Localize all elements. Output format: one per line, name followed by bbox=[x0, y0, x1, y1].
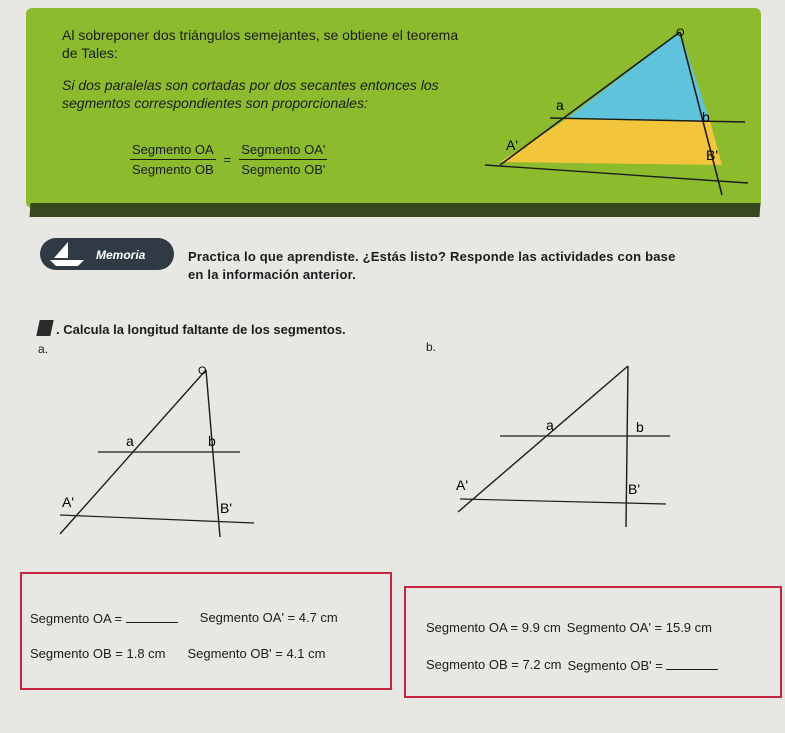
thales-diagram bbox=[480, 20, 770, 210]
blue-region bbox=[568, 32, 710, 121]
fraction-left-numerator: Segmento OA bbox=[130, 142, 216, 160]
exercise-a-answers bbox=[30, 610, 338, 661]
exercise-a-label-a: a bbox=[126, 433, 134, 449]
practice-instructions: Practica lo que aprendiste. ¿Estás listo? Responde las actividades con base en la información anterior. bbox=[188, 249, 676, 282]
fraction-right bbox=[239, 142, 327, 177]
label-b-prime: B' bbox=[706, 147, 719, 163]
label-o: O bbox=[676, 27, 685, 39]
exercise-b-secant-left bbox=[458, 366, 628, 512]
label-a-prime: A' bbox=[506, 137, 519, 153]
intro-line-2: Si dos paralelas son cortadas por dos secantes entonces los segmentos correspondientes son proporcionales: bbox=[62, 77, 439, 111]
activity-number-marker bbox=[36, 320, 53, 336]
proportion-formula bbox=[130, 142, 327, 177]
exercise-a-label-b: b bbox=[208, 433, 216, 449]
exercise-a-ob: Segmento OB = 1.8 cm bbox=[30, 646, 166, 661]
exercise-b-diagram bbox=[440, 362, 680, 532]
memoria-label: Memoria bbox=[96, 248, 146, 262]
exercise-a-label: a. bbox=[38, 342, 49, 356]
exercise-a-diagram bbox=[40, 362, 260, 542]
exercise-a-label-b-prime: B' bbox=[220, 500, 233, 516]
exercise-a-row-1 bbox=[30, 610, 338, 626]
exercise-b-ob-prime-blank[interactable] bbox=[666, 657, 718, 670]
fraction-left-denominator: Segmento OB bbox=[132, 162, 214, 177]
exercise-a-label-o: O bbox=[198, 365, 207, 377]
equals-sign: = bbox=[223, 152, 232, 167]
exercise-a-oa-prime: Segmento OA' = 4.7 cm bbox=[199, 610, 338, 625]
exercise-b-ob-prime-text: Segmento OB' = bbox=[567, 658, 663, 673]
label-a: a bbox=[556, 97, 564, 113]
exercise-a-oa-text: Segmento OA = bbox=[30, 611, 123, 626]
activity-title: . Calcula la longitud faltante de los segmentos. bbox=[56, 322, 346, 337]
yellow-region bbox=[500, 118, 722, 165]
exercise-b-label-a-prime: A' bbox=[456, 477, 469, 493]
intro-line-1: Al sobreponer dos triángulos semejantes, se obtiene el teorema de Tales: bbox=[62, 27, 459, 61]
exercise-a-label-a-prime: A' bbox=[62, 494, 75, 510]
exercise-b-label-b-prime: B' bbox=[628, 481, 641, 497]
exercise-a-oa bbox=[30, 610, 178, 626]
exercise-a-parallel-bottom bbox=[60, 515, 254, 523]
exercise-a-oa-blank[interactable] bbox=[126, 610, 178, 623]
exercise-b-row-2 bbox=[426, 657, 718, 673]
exercise-b-ob-prime bbox=[567, 657, 718, 673]
exercise-b-ob: Segmento OB = 7.2 cm bbox=[426, 657, 562, 672]
exercise-a-row-2 bbox=[30, 646, 338, 661]
exercise-b-oa-prime: Segmento OA' = 15.9 cm bbox=[566, 620, 712, 635]
theorem-text bbox=[62, 26, 472, 126]
parallel-bottom bbox=[485, 165, 748, 183]
exercise-a-ob-prime: Segmento OB' = 4.1 cm bbox=[187, 646, 326, 661]
exercise-b-label-b: b bbox=[636, 419, 644, 435]
label-b: b bbox=[702, 109, 710, 125]
fraction-right-denominator: Segmento OB' bbox=[241, 162, 326, 177]
exercise-b-row-1 bbox=[426, 620, 718, 635]
exercise-b-answers bbox=[426, 620, 718, 673]
exercise-b-parallel-bottom bbox=[460, 499, 666, 504]
exercise-a-secant-right bbox=[206, 370, 220, 537]
exercise-b-oa: Segmento OA = 9.9 cm bbox=[426, 620, 561, 635]
fraction-left bbox=[130, 142, 216, 177]
fraction-right-numerator: Segmento OA' bbox=[239, 142, 327, 160]
exercise-b-label-a: a bbox=[546, 417, 554, 433]
exercise-b-label: b. bbox=[426, 340, 437, 354]
